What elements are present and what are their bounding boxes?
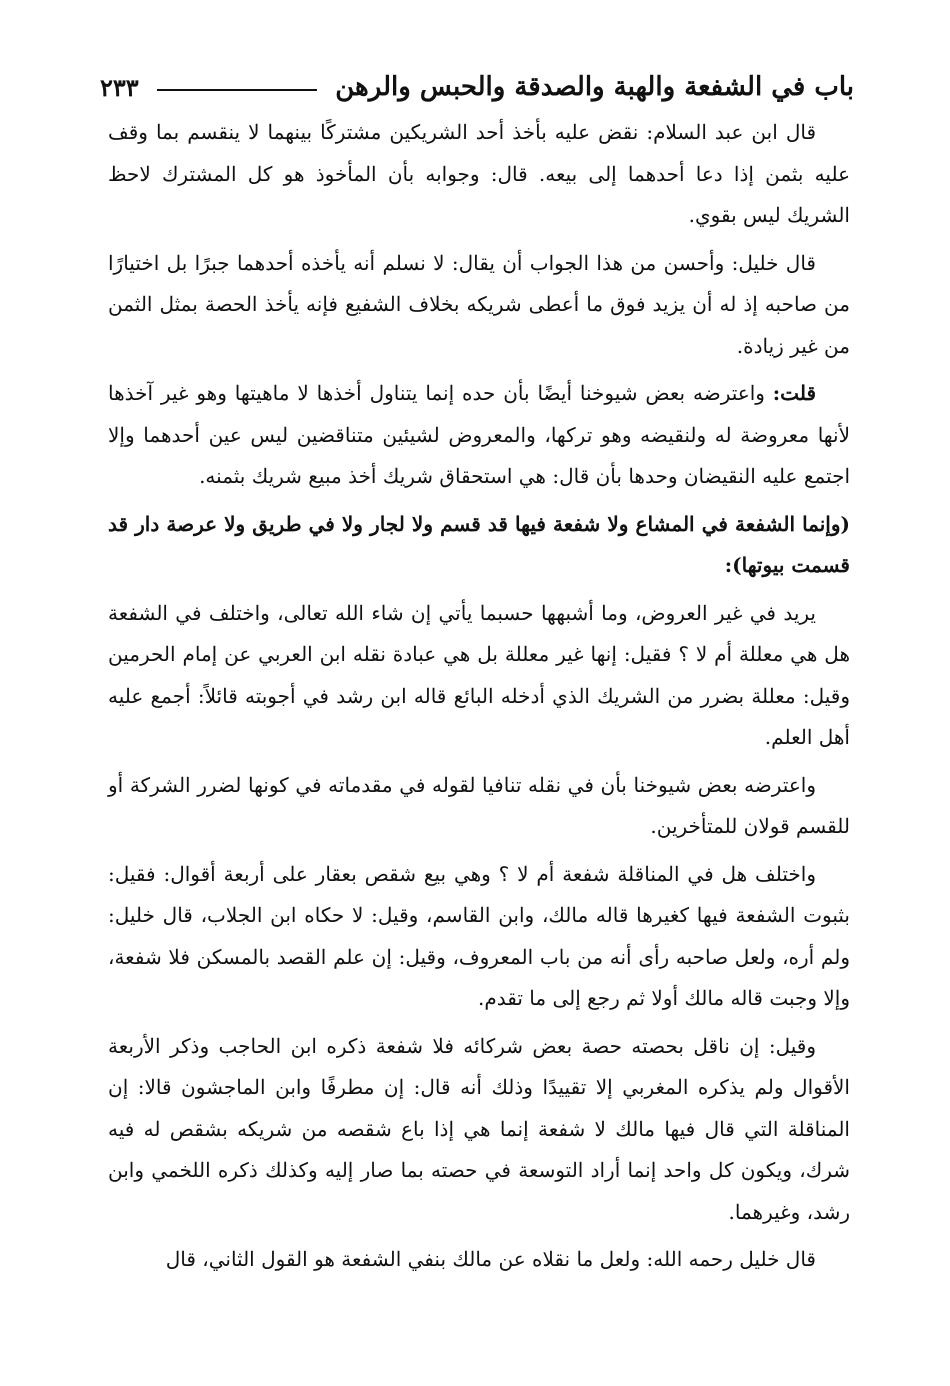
paragraph [108,1026,850,1234]
paragraph-text: قال ابن عبد السلام: نقض عليه بأخذ أحد الشريكين مشتركًا بينهما لا ينقسم بما وقف عليه بثمن إذا دعا أحدهما إلى بيعه. قال: وجوابه بأن المأخوذ هو كل المشترك لاحظ الشريك ليس بقوي. [108,120,850,227]
paragraph-text: واعترضه بعض شيوخنا أيضًا بأن حده إنما يتناول أخذها لا ماهيتها وهو غير آخذها لأنها معروضة له ولنقيضه وهو تركها، والمعروض لشيئين متناقضين ليس عين أحدهما وإلا اجتمع عليه النقيضان وحدها بأن قال: هي استحقاق شريك أخذ مبيع شريك بثمنه. [108,381,850,488]
paragraph-lead: قلت: [772,381,816,405]
paragraph [108,765,850,848]
paragraph [108,1239,850,1281]
paragraph-text: واعترضه بعض شيوخنا بأن في نقله تنافيا لقوله في مقدماته في كونها لضرر الشركة أو للقسم قولان للمتأخرين. [108,772,850,838]
paragraph [108,243,850,368]
paragraph [108,112,850,237]
paragraph-text: (وإنما الشفعة في المشاع ولا شفعة فيها قد قسم ولا لجار ولا في طريق ولا عرصة دار قد قسمت بيوتها): [108,511,850,577]
paragraph-text: يريد في غير العروض، وما أشبهها حسبما يأتي إن شاء الله تعالى، واختلف في الشفعة هل هي معللة أم لا ؟ فقيل: إنها غير معللة بل هي عبادة نقله ابن العربي عن إمام الحرمين وقيل: معللة بضرر من الشريك الذي أدخله البائع قاله ابن رشد في أجوبته قائلاً: أجمع عليه أهل العلم. [108,600,850,749]
paragraph [108,373,850,498]
paragraph-text: قال خليل: وأحسن من هذا الجواب أن يقال: لا نسلم أنه يأخذه أحدهما جبرًا بل اختيارًا من صاحبه إذ له أن يزيد فوق ما أعطى شريكه بخلاف الشفيع فإنه يأخذ الحصة بمثل الثمن من غير زيادة. [108,250,850,358]
paragraph [108,854,850,1020]
matn-paragraph [108,504,850,587]
page-body [108,112,850,1287]
paragraph [108,593,850,759]
page-header [100,64,854,110]
paragraph-text: واختلف هل في المناقلة شفعة أم لا ؟ وهي بيع شقص بعقار على أربعة أقوال: فقيل: بثبوت الشفعة فيها كغيرها قاله مالك، وابن القاسم، وقيل: لا حكاه ابن الجلاب، قال خليل: ولم أره، ولعل صاحبه رأى أنه من باب المعروف، وقيل: إن علم القصد بالمسكن فلا شفعة، وإلا وجبت قاله مالك أولا ثم رجع إلى ما تقدم. [108,861,850,1010]
paragraph-text: قال خليل رحمه الله: ولعل ما نقلاه عن مالك بنفي الشفعة هو القول الثاني، قال [165,1247,816,1271]
running-title: باب في الشفعة والهبة والصدقة والحبس والرهن [335,72,854,102]
header-rule [157,89,318,91]
paragraph-text: وقيل: إن ناقل بحصته حصة بعض شركائه فلا شفعة ذكره ابن الحاجب وذكر الأربعة الأقوال ولم يذكره المغربي إلا تقييدًا وذلك أنه قال: إن مطرفًا وابن الماجشون قالا: إن المناقلة التي قال فيها مالك لا شفعة إنما هي إذا باع شقصه من شريكه بشقص له فيه شرك، ويكون كل واحد إنما أراد التوسعة في حصته بما صار إليه وكذلك ذكره اللخمي وابن رشد، وغيرهما. [108,1033,850,1224]
page-number: ٢٣٣ [100,72,139,102]
